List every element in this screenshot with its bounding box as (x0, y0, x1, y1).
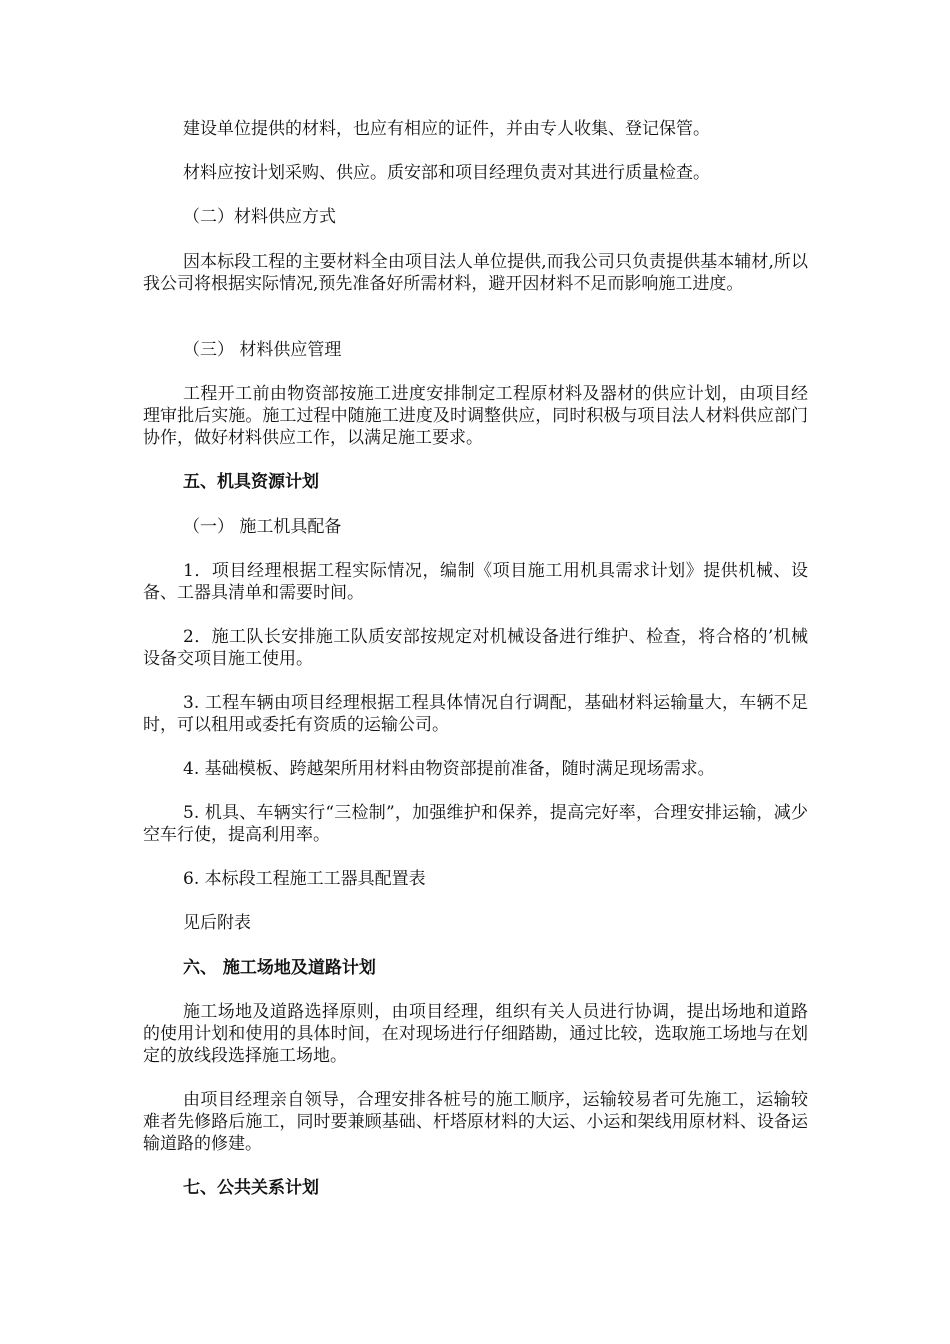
heading-public-relations-plan: 七、公共关系计划 (183, 1178, 319, 1198)
subheading-material-supply-management: （三） 材料供应管理 (183, 340, 342, 360)
heading-site-road-plan: 六、 施工场地及道路计划 (183, 958, 376, 978)
paragraph-site-selection: 施工场地及道路选择原则，由项目经理，组织有关人员进行协调，提出场地和道路的使用计划和使用的具体时间，在对现场进行仔细踏勘，通过比较，选取施工场地与在划定的放线段选择施工场地。 (143, 1002, 808, 1066)
paragraph-supply-management: 工程开工前由物资部按施工进度安排制定工程原材料及器材的供应计划，由项目经理审批后实施。施工过程中随施工进度及时调整供应，同时积极与项目法人材料供应部门协作，做好材料供应工作，以满足施工要求。 (143, 384, 808, 448)
list-item-3: 3. 工程车辆由项目经理根据工程具体情况自行调配，基础材料运输量大，车辆不足时，可以租用或委托有资质的运输公司。 (143, 693, 808, 735)
paragraph-material-certificates: 建设单位提供的材料，也应有相应的证件，并由专人收集、登记保管。 (183, 119, 710, 139)
subheading-material-supply-method: （二）材料供应方式 (183, 207, 336, 227)
subheading-equipment-allocation: （一） 施工机具配备 (183, 517, 342, 537)
heading-equipment-resource-plan: 五、机具资源计划 (183, 472, 319, 492)
list-item-1: 1．项目经理根据工程实际情况，编制《项目施工用机具需求计划》提供机械、设备、工器具清单和需要时间。 (143, 561, 808, 603)
list-item-5: 5. 机具、车辆实行“三检制”，加强维护和保养，提高完好率，合理安排运输，减少空车行使，提高利用率。 (143, 803, 808, 845)
paragraph-construction-sequence: 由项目经理亲自领导，合理安排各桩号的施工顺序，运输较易者可先施工，运输较难者先修路后施工，同时要兼顾基础、杆塔原材料的大运、小运和架线用原材料、设备运输道路的修建。 (143, 1090, 808, 1154)
paragraph-supply-method: 因本标段工程的主要材料全由项目法人单位提供,而我公司只负责提供基本辅材,所以我公司将根据实际情况,预先准备好所需材料，避开因材料不足而影响施工进度。 (143, 252, 808, 294)
paragraph-material-procurement: 材料应按计划采购、供应。质安部和项目经理负责对其进行质量检查。 (183, 163, 710, 183)
list-item-6: 6. 本标段工程施工工器具配置表 (183, 869, 426, 889)
list-item-2: 2．施工队长安排施工队质安部按规定对机械设备进行维护、检查，将合格的’机械设备交项目施工使用。 (143, 627, 808, 669)
list-item-4: 4. 基础模板、跨越架所用材料由物资部提前准备，随时满足现场需求。 (183, 759, 715, 779)
paragraph-see-appendix: 见后附表 (183, 913, 251, 933)
